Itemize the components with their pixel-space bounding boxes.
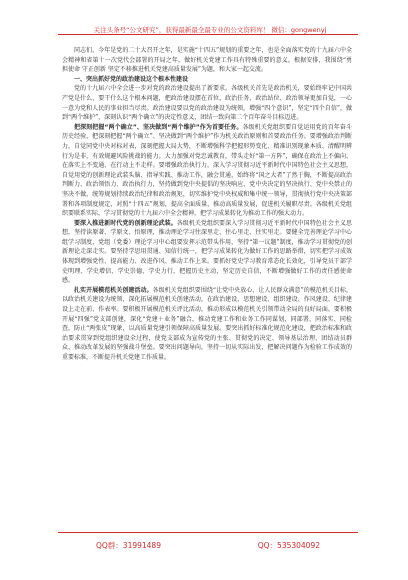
footer-divider [58,532,358,533]
header-divider [58,34,358,35]
body-paragraph [62,219,352,286]
page-header-promo: 关注头条号“公文研究”，获得最新最全最专业的公文资料库！ 微信：gongwenyj [93,26,327,34]
qq-group-number: QQ群：31991489 [96,541,161,550]
page-footer [58,540,358,552]
paragraph-text: 各级机关党组织要自觉运用党的百年奋斗历史经验，把深刻把握“两个确立”、坚决做到“两个维护”作为机关政治原则和首要政治任务。要增强政治判断力，自觉同党中央对标对表，深刻把握大局大势，不断增强科学把握形势变化、精准识别现象本质、清醒明辨行为是非，有效规避风险挑战的能力。大力加强对党忠诚教育，带头走好“第一方阵”，确保在政治上不偏向、在落实上不变通、在行动上不走样。要增强政治执行力，深入学习贯彻习近平新时代中国特色社会主义思想，自觉用党的创新理论武装头脑、指导实践、推动工作，融会贯通，始终将“国之大者”了然于胸，不断提高政治判断力、政治领悟力、政治执行力，坚持做到党中央提倡的坚决响应、党中央决定的坚决执行、党中央禁止的坚决不做，统筹规划持续政治纪律和政治规矩，切实维护党中央权威和集中统一领导，贯彻执行党中央决策部署和各项制度规定，对照“十四五”规划，提高全面质量，推动高质量发展，促进机关履职尽责。各级机关党组织要联系实际，学习贯彻党的十九届六中全会精神，把学习成果转化为推动工作的强大动力。 [62,123,352,218]
paragraph-lead: 扎实开展模范机关创建活动。 [74,286,153,294]
qq-number: QQ：535304092 [257,541,320,550]
intro-paragraph: 同志们，今年是党的二十大召开之年，是实施“十四五”规划的重要之年，也是全面落实党的十九届六中全会精神和省第十一次党代会部署的开局之年，做好机关党建工作具有特殊重要的意义。根据安排，我围绕“勇担使命 守正创新 坚定不移推进机关党建高质量发展”为题，和大家一起交流。 [62,47,352,74]
section-heading: 一、突出抓好党的政治建设这个根本性建设 [74,75,189,83]
document-body [62,46,352,520]
paragraph-lead: 要深入推进新时代党的创新理论武装。 [74,219,177,227]
body-paragraph [62,286,352,363]
body-paragraph [62,123,352,219]
paragraph-text: 各级机关党组织要围绕“让党中央放心、让人民群众满意”的模范机关目标，以政治机关建设为统领，深化拓展模范机关创建活动，在政治建设、思想建设、组织建设、作风建设、纪律建设上走在前、作表率。要积极开展模范机关评比活动，推动形成以模范机关引领带动全局的良好局面。要积极开展“四强”党支部创建，深化“党建＋业务”融合，推动党建工作和业务工作同谋划、同部署、同落实、同检查，防止“两张皮”现象，以高质量党建引领保障高质量发展。要突出抓好标准化规范化建设，把政治标准和政治要求贯穿到党组织建设全过程，使党支部成为宣传党的主张、贯彻党的决定、领导基层治理、团结动员群众、推动改革发展的坚强战斗堡垒。要突出问题导向，坚持一切从实际出发，把解决问题作为检验工作成效的重要标准，不断提升机关党建工作质量。 [62,286,352,361]
body-paragraph: 党的十九届六中全会进一步对党的政治建设提出了新要求。各级机关首先是政治机关，要始终牢记中国共产党是什么、要干什么这个根本问题，把政治建设摆在首位，政治任务、政治站位、政治领导更加自觉，一心一意为党和人民的事业担当尽责。政治建设要以党的政治建设为统领，增强“四个意识”，坚定“四个自信”，做到“两个维护”，深刻认识“两个确立”的决定性意义，团结一致向第二个百年奋斗目标迈进。 [62,85,352,122]
paragraph-lead: 把深刻把握“两个确立”、坚决做到“两个维护”作为首要任务。 [74,123,243,131]
paragraph-text: 各级机关党组织要深入学习贯彻习近平新时代中国特色社会主义思想，坚持读原著、学原文、悟原理，推动理论学习往深里走、往心里走、往实里走。要健全完善理论学习中心组学习制度，党组（党委）理论学习中心组要发挥示范带头作用，坚持“第一议题”制度，推动学习贯彻党的创新理论走深走实。要坚持学思用贯通、知信行统一，把学习成果转化为做好工作的思路举措，切实把学习成效体现到增强党性、提高能力、改进作风、推动工作上来。要抓好党史学习教育常态化长效化，引导党员干部学史明理、学史增信、学史崇德、学史力行，把握历史主动，坚定历史自信，不断增强做好工作的责任感使命感。 [62,219,352,285]
